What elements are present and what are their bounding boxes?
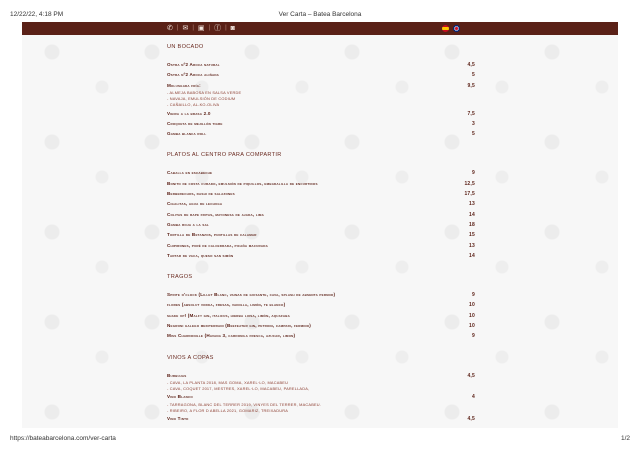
menu-item xyxy=(167,394,475,401)
mail-icon[interactable]: ✉ xyxy=(182,25,189,32)
menu-item-price: 9,5 xyxy=(467,82,475,89)
menu-item-name: Cigalitas, agua de lechuga xyxy=(167,201,223,207)
print-header xyxy=(0,0,640,20)
print-footer xyxy=(0,432,640,452)
menu-item-name: Croqueta de mejillón tigre xyxy=(167,120,223,126)
menu-item xyxy=(167,253,475,263)
menu-item xyxy=(167,131,475,141)
menu-item xyxy=(167,83,475,90)
menu-item xyxy=(167,72,475,82)
spanish-flag-icon[interactable] xyxy=(442,25,449,32)
menu-page xyxy=(22,22,618,428)
menu-item-price: 13 xyxy=(469,242,475,249)
menu-item-name: Vino Tinto xyxy=(167,416,189,422)
menu-item-price: 14 xyxy=(469,211,475,218)
english-flag-icon[interactable] xyxy=(453,25,460,32)
menu-item-name: shake up! (Malfy gin, italicus, hierba luisa, limón, aquafaba xyxy=(167,312,291,318)
menu-item-price: 10 xyxy=(469,323,475,329)
menu-item xyxy=(167,191,475,201)
menu-item-price: 4 xyxy=(472,394,475,401)
section-title: PLATOS AL CENTRO PARA COMPARTIR xyxy=(167,152,282,159)
menu-item-price: 13 xyxy=(469,201,475,208)
menu-item xyxy=(167,373,475,380)
language-switcher xyxy=(442,25,460,32)
menu-item-option: - CAÑAILLO, AL-KO-OLIVA xyxy=(167,102,220,108)
menu-item-price: 17,5 xyxy=(464,191,475,198)
menu-item xyxy=(167,302,475,312)
menu-item-name: Colitas de rape fritas, mayonesa de ajada, lima xyxy=(167,211,264,217)
menu-section xyxy=(167,355,475,427)
menu-item-price: 3 xyxy=(472,120,475,127)
menu-item xyxy=(167,222,475,232)
menu-item-price: 18 xyxy=(469,221,475,228)
menu-item-name: Chipirones, puré de calcedrada, picaña macurada xyxy=(167,242,268,248)
menu-item xyxy=(167,292,475,302)
contact-icons: ✆ | ✉ | ▣ | ⓕ | ◙ xyxy=(167,25,235,32)
menu-section xyxy=(167,44,475,152)
menu-item-price: 4,5 xyxy=(467,416,475,423)
menu-item-name: Ostra nº2 Aroca natural xyxy=(167,62,220,67)
menu-item xyxy=(167,181,475,191)
menu-item-name: Gamba roja a la sal xyxy=(167,221,209,227)
menu-item-option: - RIBEIRO, A FLOR D ABELLA 2021, GOMARIZ, TREIXADURA xyxy=(167,407,289,413)
menu-item-name: Tartar de vaca, queso san simón xyxy=(167,252,234,258)
menu-item xyxy=(167,111,475,121)
menu-item-name: Berberechos, dashi de salazones xyxy=(167,191,235,197)
print-page-number: 1/2 xyxy=(620,435,630,442)
menu-item-name: flores (absolut vodka, fresas, vainilla, limón, te blanco) xyxy=(167,302,286,308)
calendar-icon[interactable]: ▣ xyxy=(197,25,205,32)
menu-item-name: Vieira a la brasa 2.0 xyxy=(167,110,211,116)
menu-item-option: - ALMEJA BABOSA EN SALSA VERDE xyxy=(167,89,242,95)
menu-item-price: 7,5 xyxy=(467,110,475,117)
menu-item xyxy=(167,333,475,343)
menu-item-name: Molusgada fría: xyxy=(167,82,201,88)
facebook-icon[interactable]: ⓕ xyxy=(214,25,222,32)
menu-item-option: - CAVA, LA PLANTA 2018, MAS GOMA, XAREL·LO, MACABEU xyxy=(167,379,289,385)
menu-item-option: - CAVA, COQUET 2017, MESTRES, XAREL·LO, MACABEU, PARELLADA, xyxy=(167,386,310,392)
menu-item-name: Ostra nº2 Aroca aliñada xyxy=(167,72,220,78)
section-title: TRAGOS xyxy=(167,274,193,281)
menu-item xyxy=(167,121,475,131)
menu-item-price: 4,5 xyxy=(467,372,475,379)
print-url: https://bateabarcelona.com/ver-carta xyxy=(10,435,116,442)
menu-item xyxy=(167,323,475,333)
print-page-title: Ver Carta – Batea Barcelona xyxy=(278,11,362,18)
menu-section xyxy=(167,152,475,274)
menu-item xyxy=(167,201,475,211)
menu-item xyxy=(167,313,475,323)
menu-item-name: Tortilla de Betanzos, puntillas de calamar xyxy=(167,232,257,238)
menu-item-name: Miss Chardonille (Havana 3, cardonila fresca, azucar, limon) xyxy=(167,333,296,339)
menu-item xyxy=(167,232,475,242)
menu-item-price: 9 xyxy=(472,170,475,177)
menu-item-price: 10 xyxy=(469,312,475,319)
print-datetime: 12/22/22, 4:18 PM xyxy=(10,11,64,18)
section-title: UN BOCADO xyxy=(167,44,204,50)
menu-item-name: Bonito de costa curado, emulsión de piquillos, embadalilla de encurtidos xyxy=(167,180,318,186)
menu-item-price: 15 xyxy=(469,232,475,239)
menu-item-price: 5 xyxy=(472,131,475,138)
menu-item xyxy=(167,212,475,222)
menu-item-option: - TARRAGONA, BLANC DEL TERRER 2019, VINYES DEL TERRER, MACABEU. xyxy=(167,401,322,407)
menu-item-price: 5 xyxy=(472,72,475,79)
menu-item-option: - NAVAJA, EMULSIÓN DE CODIUM xyxy=(167,96,236,102)
menu-item-price: 10 xyxy=(469,302,475,309)
menu-item-name: Vino Blanco xyxy=(167,394,193,400)
instagram-icon[interactable]: ◙ xyxy=(230,25,235,32)
menu-item-name: Sprite o'clock (Lillet Blanc, vainas de guisante, cava, splash de absenta pernod) xyxy=(167,292,336,298)
top-bar xyxy=(22,22,618,35)
menu-item-name: Burbujas xyxy=(167,372,187,378)
menu-item xyxy=(167,243,475,253)
menu-item-price: 14 xyxy=(469,252,475,259)
section-title: VINOS A COPAS xyxy=(167,354,214,361)
phone-icon[interactable]: ✆ xyxy=(167,25,173,32)
menu-item-name: Negroni galego mediterrani (Beefeater gin, petroni, campari, fermino) xyxy=(167,323,311,328)
menu-item-price: 9 xyxy=(472,292,475,299)
menu-item-price: 4,5 xyxy=(467,62,475,68)
menu-item xyxy=(167,416,475,426)
menu-item-name: Gamba blanca roll xyxy=(167,131,207,137)
menu-item xyxy=(167,170,475,180)
menu-item-price: 9 xyxy=(472,333,475,340)
menu-section xyxy=(167,274,475,354)
menu-item xyxy=(167,62,475,72)
menu-list xyxy=(167,44,475,426)
menu-item-price: 12,5 xyxy=(464,180,475,187)
menu-item-name: Caballa en escabeche xyxy=(167,170,213,176)
